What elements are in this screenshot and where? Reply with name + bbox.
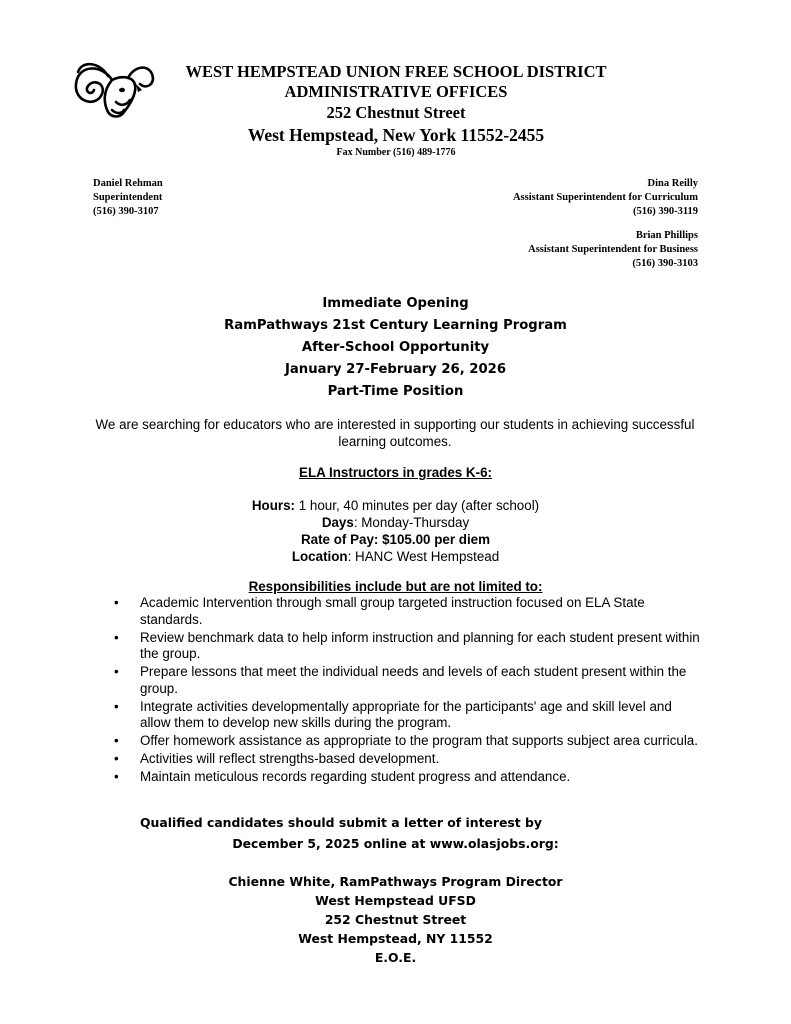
business-title: Assistant Superintendent for Business [528,244,698,255]
role-title: ELA Instructors in grades K-6: [299,465,492,480]
days-row [0,514,791,531]
district-name: WEST HEMPSTEAD UNION FREE SCHOOL DISTRICT [185,62,607,81]
city-address: West Hempstead, New York 11552-2455 [247,125,545,145]
list-item: • Review benchmark data to help inform instruction and planning for each student present within the group. [114,630,704,663]
list-item: • Academic Intervention through small group targeted instruction focused on ELA State standards. [114,595,704,628]
superintendent-block [93,177,163,219]
qualified-line-2: December 5, 2025 online at www.olasjobs.org: [232,836,559,851]
heading-line-1: Immediate Opening [322,296,469,311]
superintendent-phone: (516) 390-3107 [93,206,159,217]
list-item: • Maintain meticulous records regarding student progress and attendance. [114,769,704,786]
hours-label: Hours: [251,498,295,513]
ram-logo-icon [72,58,158,122]
letterhead [150,62,642,160]
days-label: Days [321,515,354,530]
posting-heading [0,293,791,403]
location-row [0,548,791,565]
contact-org: West Hempstead UFSD [315,893,476,908]
curriculum-phone: (516) 390-3119 [632,206,698,217]
street-address: 252 Chestnut Street [326,103,466,122]
qualified-line-1: Qualified candidates should submit a letter of interest by [140,815,542,830]
hours-value: 1 hour, 40 minutes per day (after school) [295,498,540,513]
hours-row [0,497,791,514]
business-name: Brian Phillips [635,230,698,241]
curriculum-name: Dina Reilly [647,178,698,189]
curriculum-title: Assistant Superintendent for Curriculum [512,192,698,203]
curriculum-block [513,177,698,219]
rate-of-pay: Rate of Pay: $105.00 per diem [300,532,491,547]
heading-line-2: RamPathways 21st Century Learning Program [224,318,567,333]
business-phone: (516) 390-3103 [632,258,698,269]
heading-line-4: January 27-February 26, 2026 [285,362,506,377]
intro-paragraph: We are searching for educators who are interested in supporting our students in achieving successful learning outcomes. [95,417,695,449]
contact-street: 252 Chestnut Street [324,912,467,927]
heading-line-5: Part-Time Position [327,384,464,399]
list-item: • Prepare lessons that meet the individual needs and levels of each student present within the group. [114,664,704,697]
fax-number: Fax Number (516) 489-1776 [336,147,456,158]
responsibilities-list [114,595,704,787]
administrative-offices: ADMINISTRATIVE OFFICES [284,82,508,101]
superintendent-title: Superintendent [93,192,163,203]
list-item: • Activities will reflect strengths-based development. [114,751,704,768]
heading-line-3: After-School Opportunity [301,340,490,355]
days-value: : Monday-Thursday [353,515,470,530]
list-item: • Integrate activities developmentally appropriate for the participants' age and skill level and allow them to develop new skills during the program. [114,699,704,732]
superintendent-name: Daniel Rehman [93,178,163,189]
contact-block [0,872,791,967]
responsibilities-title: Responsibilities include but are not limited to: [248,579,543,594]
position-details [0,497,791,565]
location-label: Location [291,549,348,564]
eoe-notice: E.O.E. [374,950,417,965]
contact-city: West Hempstead, NY 11552 [298,931,493,946]
list-item: • Offer homework assistance as appropriate to the program that supports subject area curricula. [114,733,704,750]
location-value: : HANC West Hempstead [347,549,500,564]
business-block [528,229,698,271]
contact-name: Chienne White, RamPathways Program Director [228,874,563,889]
